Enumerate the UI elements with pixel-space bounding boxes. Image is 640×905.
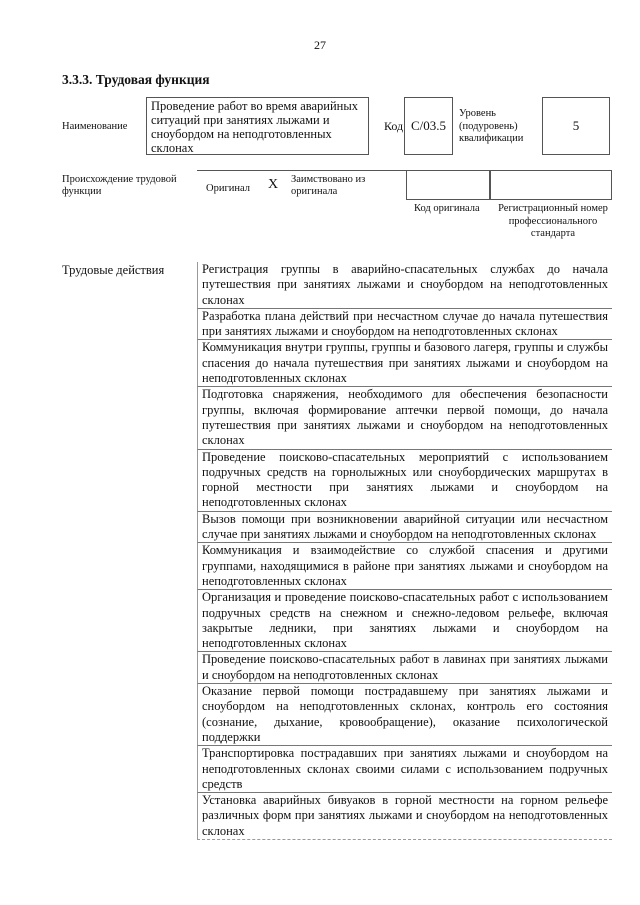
qualification-level-value: 5: [542, 97, 610, 155]
labor-action-item: Установка аварийных бивуаков в горной местности на горном рельефе различных форм при занятиях лыжами и сноубордом на неподготовленных склонах: [197, 793, 612, 840]
qualification-level-label: [459, 108, 523, 146]
labor-action-item: Проведение поисково-спасательных работ в лавинах при занятиях лыжами и сноубордом на неподготовленных склонах: [197, 652, 612, 684]
page-number: 27: [314, 38, 326, 52]
section-title: 3.3.3. Трудовая функция: [62, 72, 210, 87]
code-label: Код: [384, 119, 404, 133]
name-label: Наименование: [62, 121, 128, 132]
labor-action-item: Подготовка снаряжения, необходимого для обеспечения безопасности группы, включая формирование аптечки первой помощи, до начала путешествия при занятиях лыжами и сноубордом на неподготовленных склонах: [197, 387, 612, 449]
original-label: Оригинал: [206, 183, 250, 194]
labor-action-item: Транспортировка пострадавших при занятиях лыжами и сноубордом на неподготовленных склонах своими силами с использованием подручных средств: [197, 746, 612, 793]
labor-action-item: Коммуникация и взаимодействие со службой спасения и другими группами, находящимися в районе при занятиях лыжами и сноубордом на неподготовленных склонах: [197, 543, 612, 590]
labor-action-item: Вызов помощи при возникновении аварийной ситуации или несчастном случае при занятиях лыжами и сноубордом на неподготовленных склонах: [197, 512, 612, 544]
borrowed-label: [291, 174, 365, 198]
registration-number-box: [490, 170, 612, 200]
code-original-caption: Код оригинала: [414, 203, 480, 214]
labor-actions-list: [197, 262, 612, 840]
level-label-line-1: Уровень: [459, 108, 496, 119]
code-original-box: [406, 170, 490, 200]
labor-action-item: Организация и проведение поисково-спасательных работ с использованием подручных средств на снежном и снежно-ледовом рельефе, включая закрытые ледники, при занятиях лыжами и сноубордом на неподготовленных склонах: [197, 590, 612, 652]
labor-action-item: Коммуникация внутри группы, группы и базового лагеря, группы и службы спасения до начала путешествия при занятиях лыжами и сноубордом на неподготовленных склонах: [197, 340, 612, 387]
labor-action-item: Оказание первой помощи пострадавшему при занятиях лыжами и сноубордом на неподготовленных склонах, контроль его состояния (сознание, дыхание, кровообращение), оказание психологической поддержки: [197, 684, 612, 746]
registration-number-caption: Регистрационный номер профессионального стандарта: [498, 203, 608, 239]
function-name-value: Проведение работ во время аварийных ситуаций при занятиях лыжами и сноубордом на неподготовленных склонах: [146, 97, 369, 155]
borrowed-label-line-2: оригинала: [291, 186, 338, 197]
labor-action-item: Проведение поисково-спасательных мероприятий с использованием подручных средств на горнолыжных или сноубордических маршрутах в горной местности при занятиях лыжами и сноубордом на неподготовленных склонах: [197, 450, 612, 512]
labor-action-item: Регистрация группы в аварийно-спасательных службах до начала путешествия при занятиях лыжами и сноубордом на неподготовленных склонах: [197, 262, 612, 309]
original-mark: X: [268, 177, 279, 192]
labor-action-item: Разработка плана действий при несчастном случае до начала путешествия при занятиях лыжами и сноубордом на неподготовленных склонах: [197, 309, 612, 341]
borrowed-label-line-1: Заимствовано из: [291, 174, 366, 185]
origin-label: [62, 174, 177, 198]
labor-actions-label: Трудовые действия: [62, 263, 165, 277]
origin-label-line-2: функции: [62, 186, 102, 197]
level-label-line-3: квалификации: [459, 133, 524, 144]
level-label-line-2: (подуровень): [459, 120, 518, 132]
code-value: C/03.5: [404, 97, 453, 155]
origin-label-line-1: Происхождение трудовой: [62, 174, 177, 185]
